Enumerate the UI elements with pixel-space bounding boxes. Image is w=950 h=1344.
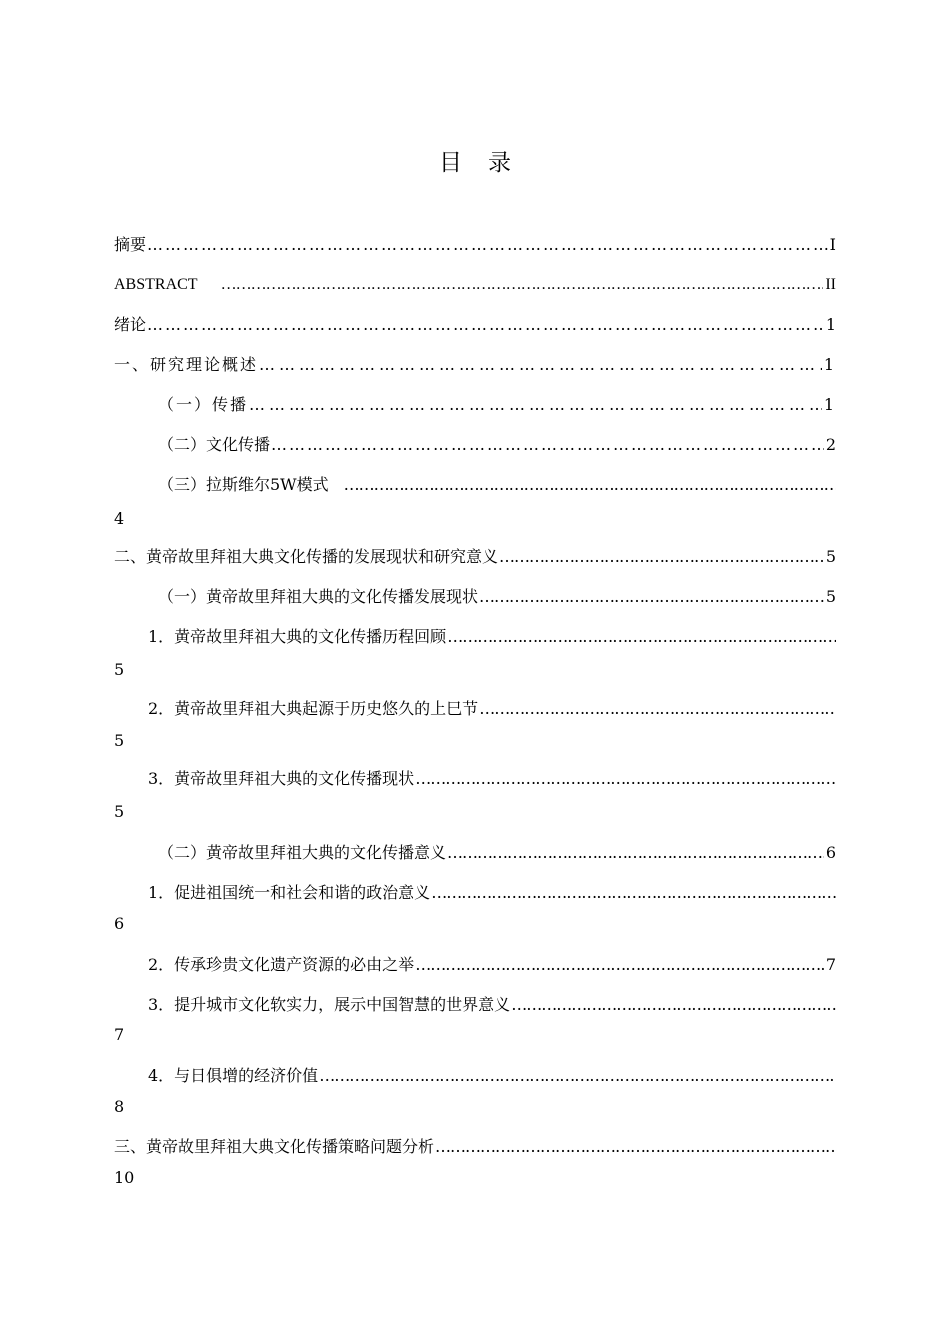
- toc-entry-label: （二）文化传播: [158, 435, 271, 454]
- toc-leader-dots: [146, 232, 828, 258]
- toc-leader-dots: [258, 352, 822, 378]
- toc-entry-page: 7: [114, 1025, 125, 1044]
- toc-leader-dots: [220, 272, 824, 298]
- toc-title-part1: 目: [439, 150, 462, 176]
- toc-entry-label: 摘要: [114, 235, 147, 254]
- toc-entry-page: 1: [823, 395, 836, 414]
- toc-entry-label: 4．与日俱增的经济价值: [148, 1066, 319, 1085]
- toc-entry-label: （一）传播: [158, 395, 249, 414]
- toc-entry-page: 5: [114, 802, 125, 821]
- toc-entry-label: 三、黄帝故里拜祖大典文化传播策略问题分析: [114, 1137, 435, 1156]
- toc-entry-chapter-3[interactable]: [114, 1134, 836, 1160]
- toc-entry-label: 一、研究理论概述: [114, 355, 259, 374]
- toc-entry-section-2-2[interactable]: [114, 840, 836, 866]
- toc-entry-page: I: [829, 235, 836, 254]
- toc-leader-dots: [343, 472, 836, 498]
- toc-entry-page: 7: [825, 955, 836, 974]
- toc-leader-dots: [146, 312, 824, 338]
- toc-title-part2: 录: [488, 150, 511, 176]
- toc-entry-label: 2．传承珍贵文化遗产资源的必由之举: [148, 955, 415, 974]
- toc-entry-abstract-cn[interactable]: [114, 232, 836, 258]
- toc-leader-dots: [478, 584, 824, 610]
- toc-entry-page: 5: [825, 587, 836, 606]
- toc-entry-label: 二、黄帝故里拜祖大典文化传播的发展现状和研究意义: [114, 547, 499, 566]
- toc-entry-chapter-1[interactable]: [114, 352, 836, 378]
- toc-entry-page: 2: [825, 435, 836, 454]
- toc-entry-label: 1．促进祖国统一和社会和谐的政治意义: [148, 883, 431, 902]
- toc-leader-dots: [248, 392, 822, 418]
- toc-leader-dots: [446, 624, 836, 650]
- toc-entry-page: 8: [114, 1097, 125, 1116]
- toc-entry-item-2-2-2[interactable]: [114, 952, 836, 978]
- toc-entry-item-2-2-1[interactable]: [114, 880, 836, 906]
- toc-entry-page: 4: [114, 509, 125, 528]
- toc-entry-item-2-1-2[interactable]: [114, 696, 836, 722]
- toc-entry-label: 3．提升城市文化软实力，展示中国智慧的世界意义: [148, 995, 511, 1014]
- toc-leader-dots: [414, 952, 824, 978]
- toc-leader-dots: [430, 880, 836, 906]
- toc-entry-page: 5: [825, 547, 836, 566]
- toc-entry-label: 2．黄帝故里拜祖大典起源于历史悠久的上巳节: [148, 699, 479, 718]
- toc-entry-label: （一）黄帝故里拜祖大典的文化传播发展现状: [158, 587, 479, 606]
- toc-entry-label: ABSTRACT: [114, 276, 198, 293]
- toc-leader-dots: [414, 766, 836, 792]
- toc-entry-page: 5: [114, 660, 125, 679]
- toc-title: [0, 144, 950, 177]
- toc-entry-section-2-1[interactable]: [114, 584, 836, 610]
- toc-entry-label: 3．黄帝故里拜祖大典的文化传播现状: [148, 769, 415, 788]
- toc-leader-dots: [446, 840, 824, 866]
- toc-entry-page: 1: [825, 315, 836, 334]
- toc-entry-page: 10: [114, 1168, 135, 1187]
- toc-entry-item-2-2-4[interactable]: [114, 1063, 836, 1089]
- toc-entry-label: （二）黄帝故里拜祖大典的文化传播意义: [158, 843, 447, 862]
- toc-leader-dots: [478, 696, 836, 722]
- toc-leader-dots: [498, 544, 824, 570]
- toc-leader-dots: [270, 432, 824, 458]
- toc-entry-page: 1: [823, 355, 836, 374]
- toc-entry-chapter-2[interactable]: [114, 544, 836, 570]
- toc-entry-item-2-1-3[interactable]: [114, 766, 836, 792]
- toc-entry-abstract-en[interactable]: [114, 272, 836, 298]
- toc-entry-section-1-3[interactable]: [114, 472, 836, 498]
- toc-leader-dots: [318, 1063, 836, 1089]
- toc-entry-page: 5: [114, 731, 125, 750]
- toc-entry-label: 1．黄帝故里拜祖大典的文化传播历程回顾: [148, 627, 447, 646]
- toc-entry-section-1-2[interactable]: [114, 432, 836, 458]
- toc-entry-item-2-1-1[interactable]: [114, 624, 836, 650]
- toc-entry-label: （三）拉斯维尔5W模式: [158, 475, 329, 494]
- toc-entry-page: 6: [825, 843, 836, 862]
- toc-entry-page: II: [825, 276, 836, 293]
- toc-leader-dots: [434, 1134, 836, 1160]
- toc-leader-dots: [510, 992, 836, 1018]
- toc-entry-label: 绪论: [114, 315, 147, 334]
- toc-entry-introduction[interactable]: [114, 312, 836, 338]
- toc-entry-section-1-1[interactable]: [114, 392, 836, 418]
- toc-entry-page: 6: [114, 914, 125, 933]
- toc-entry-item-2-2-3[interactable]: [114, 992, 836, 1018]
